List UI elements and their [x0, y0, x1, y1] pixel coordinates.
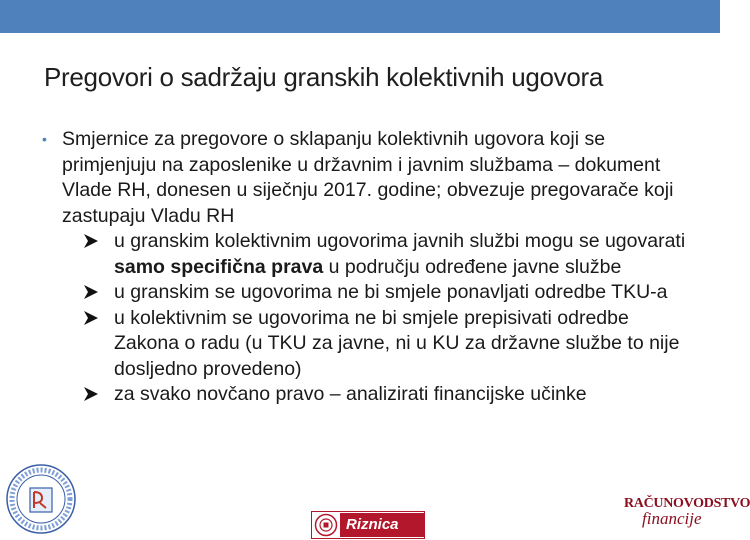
racunovodstvo-financije-logo — [624, 496, 750, 538]
sub-bullet-1 — [42, 229, 692, 280]
arrow-bullet-icon — [84, 234, 98, 248]
sub-bullet-4 — [42, 382, 692, 408]
sub-bullet-2 — [42, 280, 692, 306]
top-accent-bar — [0, 0, 720, 33]
association-seal-logo-icon — [4, 462, 78, 536]
main-bullet-text: Smjernice za pregovore o sklapanju kolektivnih ugovora koji se primjenjuju na zaposlenike u državnim i javnim službama – dokument Vlade RH, donesen u siječnju 2017. godine; obvezuje pregovarače koji zastupaju Vladu RH — [62, 128, 674, 227]
riznica-logo-text: Riznica — [340, 513, 424, 537]
logo-line-1: RAČUNOVODSTVO — [624, 496, 750, 511]
slide-title: Pregovori o sadržaju granskih kolektivnih ugovora — [44, 62, 604, 92]
logo-line-2: financije — [642, 509, 702, 528]
round-bullet-icon: • — [42, 131, 47, 147]
arrow-bullet-icon — [84, 387, 98, 401]
sub-bullet-4-text: za svako novčano pravo – analizirati financijske učinke — [114, 383, 587, 405]
arrow-bullet-icon — [84, 285, 98, 299]
arrow-bullet-icon — [84, 311, 98, 325]
sub-bullet-2-text: u granskim se ugovorima ne bi smjele ponavljati odredbe TKU-a — [114, 281, 668, 303]
sub-bullet-3-text: u kolektivnim se ugovorima ne bi smjele prepisivati odredbe Zakona o radu (u TKU za javne, ni u KU za državne službe to nije dosljedno provedeno) — [114, 306, 680, 380]
main-bullet — [42, 127, 692, 229]
slide-body — [42, 127, 692, 408]
sub-bullet-1-text: u granskim kolektivnim ugovorima javnih službi mogu se ugovarati samo specifična prava u području određene javne službe — [114, 230, 686, 278]
sub-bullet-3 — [42, 306, 692, 383]
riznica-seal-icon — [314, 513, 338, 537]
riznica-logo — [311, 511, 425, 539]
